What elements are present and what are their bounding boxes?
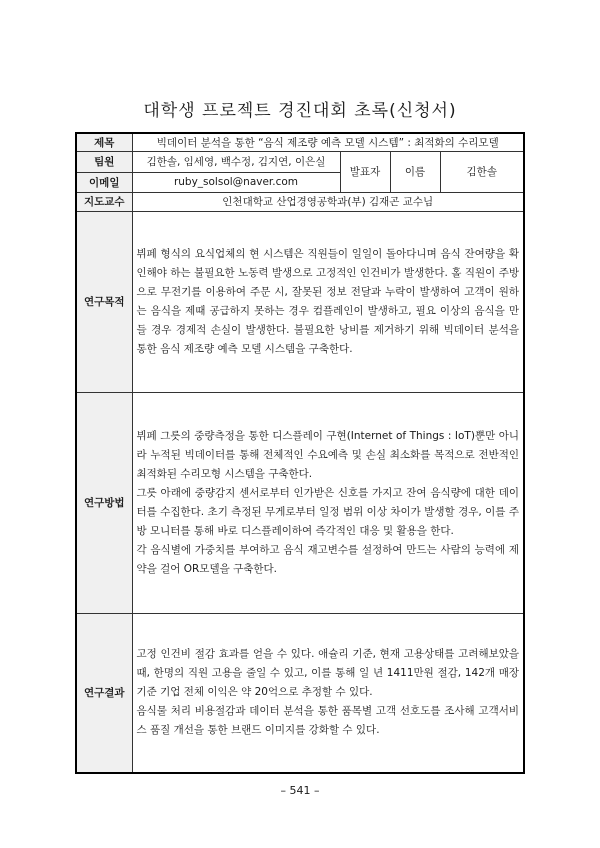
result-label: 연구결과 bbox=[76, 613, 132, 773]
team-label: 팀원 bbox=[76, 151, 132, 172]
presenter-label: 발표자 bbox=[340, 151, 390, 192]
page-title: 대학생 프로젝트 경진대회 초록(신청서) bbox=[143, 101, 457, 121]
advisor-value: 인천대학교 산업경영공학과(부) 김재곤 교수님 bbox=[132, 192, 524, 211]
page-number: – 541 – bbox=[280, 784, 320, 797]
result-body bbox=[132, 613, 524, 773]
subject-value: 빅데이터 분석을 통한 “음식 제조량 예측 모델 시스템” : 최적화의 수리모델 bbox=[132, 133, 524, 151]
method-body bbox=[132, 392, 524, 613]
method-paragraph: 각 음식별에 가중치를 부여하고 음식 재고변수를 설정하여 만드는 사람의 능력에 제약을 걸어 OR모델을 구축한다. bbox=[136, 543, 520, 575]
presenter-name-label: 이름 bbox=[390, 151, 440, 192]
abstract-form-table bbox=[75, 132, 525, 774]
presenter-name: 김한솔 bbox=[440, 151, 524, 192]
team-row bbox=[76, 151, 524, 172]
purpose-label: 연구목적 bbox=[76, 211, 132, 392]
method-label: 연구방법 bbox=[76, 392, 132, 613]
email-value: ruby_solsol@naver.com bbox=[132, 172, 340, 192]
method-row bbox=[76, 392, 524, 613]
advisor-label: 지도교수 bbox=[76, 192, 132, 211]
method-paragraph: 뷔페 그릇의 중량측정을 통한 디스플레이 구현(Internet of Things : IoT)뿐만 아니라 누적된 빅데이터를 통해 전체적인 수요예측 및 손실 최소화를 목적으로 전반적인 최적화된 수리모형 시스템을 구축한다. bbox=[136, 429, 520, 480]
purpose-paragraph: 뷔페 형식의 요식업체의 현 시스템은 직원들이 일일이 돌아다니며 음식 잔여량을 확인해야 하는 불필요한 노동력 발생으로 고정적인 인건비가 발생한다. 홀 직원이 주방으로 무전기를 이용하여 주문 시, 잘못된 정보 전달과 누락이 발생하여 고객이 원하는 음식을 제때 공급하지 못하는 경우 컴플레인이 발생하고, 필요 이상의 음식을 만들 경우 경제적 손실이 발생한다. 불필요한 낭비를 제거하기 위해 빅데이터 분석을 통한 음식 제조량 예측 모델 시스템을 구축한다. bbox=[136, 247, 520, 355]
email-label: 이메일 bbox=[76, 172, 132, 192]
team-value: 김한솔, 임세영, 백수정, 김지연, 이은실 bbox=[132, 151, 340, 172]
subject-label: 제목 bbox=[76, 133, 132, 151]
result-paragraph: 고정 인건비 절감 효과를 얻을 수 있다. 애슐리 기준, 현재 고용상태를 고려해보았을 때, 한명의 직원 고용을 줄일 수 있고, 이를 통해 일 년 1411만원 절감, 142개 매장 기준 기업 전체 이익은 약 20억으로 추정할 수 있다. bbox=[136, 648, 520, 699]
advisor-row bbox=[76, 192, 524, 211]
method-paragraph: 그릇 아래에 중량감지 센서로부터 인가받은 신호를 가지고 잔여 음식량에 대한 데이터를 수집한다. 초기 측정된 무게로부터 일정 범위 이상 차이가 발생할 경우, 이를 주방 모니터를 통해 바로 디스플레이하여 즉각적인 대응 및 활용을 한다. bbox=[136, 486, 520, 537]
purpose-row bbox=[76, 211, 524, 392]
result-row bbox=[76, 613, 524, 773]
purpose-body bbox=[132, 211, 524, 392]
subject-row bbox=[76, 133, 524, 151]
result-paragraph: 음식물 처리 비용절감과 데이터 분석을 통한 품목별 고객 선호도를 조사해 고객서비스 품질 개선을 통한 브랜드 이미지를 강화할 수 있다. bbox=[136, 705, 520, 737]
